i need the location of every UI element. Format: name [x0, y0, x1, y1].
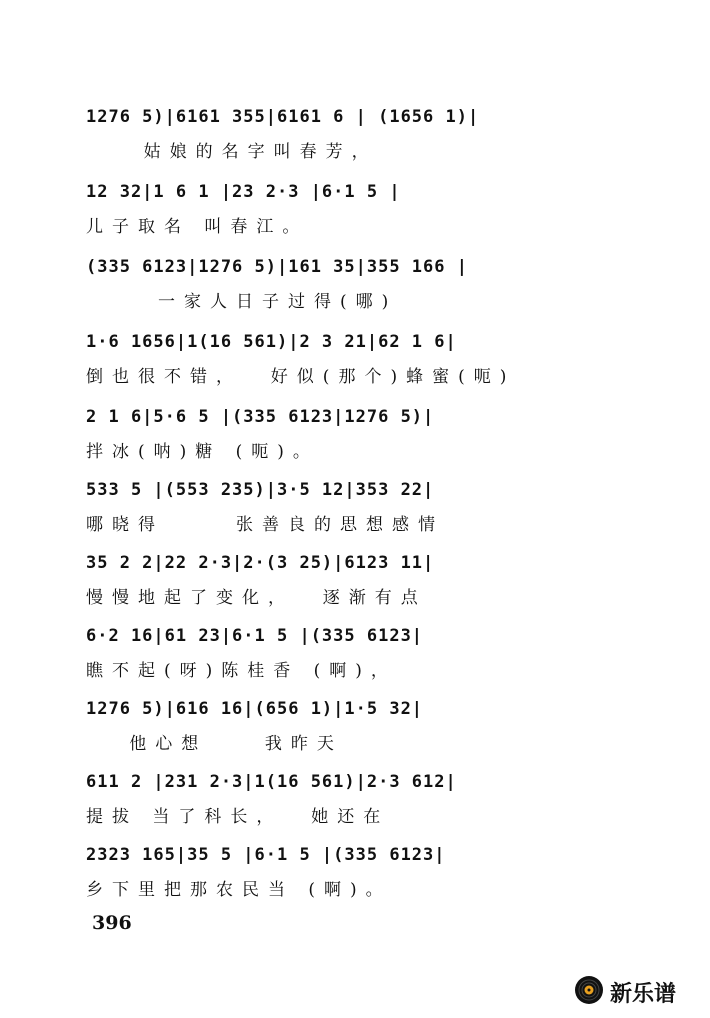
- notation-line: 1276 5)|6161 355|6161 6 | (1656 1)|: [86, 107, 480, 127]
- notation-line: 12 32|1 6 1 |23 2·3 |6·1 5 |: [86, 182, 401, 202]
- stave: [86, 247, 620, 321]
- notation-line: 35 2 2|22 2·3|2·(3 25)|6123 11|: [86, 553, 435, 573]
- lyrics-line: 他心想 我昨天: [86, 734, 343, 754]
- stave: [86, 397, 620, 471]
- lyrics-line: 一家人日子过得(哪): [86, 292, 398, 312]
- lyrics-line: 儿子取名 叫春江。: [86, 217, 309, 237]
- vinyl-record-icon: [574, 975, 604, 1009]
- page-number: 396: [92, 912, 132, 934]
- lyrics-line: 拌冰(呐)糖 (呃)。: [86, 442, 319, 462]
- stave: [86, 322, 620, 396]
- stave: [86, 616, 620, 690]
- notation-line: 1276 5)|616 16|(656 1)|1·5 32|: [86, 699, 424, 719]
- stave: [86, 97, 620, 171]
- lyrics-line: 提拔 当了科长， 她还在: [86, 807, 390, 827]
- notation-line: 611 2 |231 2·3|1(16 561)|2·3 612|: [86, 772, 457, 792]
- notation-line: 2 1 6|5·6 5 |(335 6123|1276 5)|: [86, 407, 435, 427]
- lyrics-line: 姑娘的名字叫春芳，: [86, 142, 378, 162]
- stave: [86, 835, 620, 909]
- stave: [86, 470, 620, 544]
- stave: [86, 172, 620, 246]
- watermark-text: 新乐谱: [610, 981, 677, 1007]
- lyrics-line: 哪晓得 张善良的思想感情: [86, 515, 445, 535]
- stave: [86, 689, 620, 763]
- stave: [86, 762, 620, 836]
- lyrics-line: 倒也很不错， 好似(那个)蜂蜜(呃): [86, 367, 516, 387]
- lyrics-line: 瞧不起(呀)陈桂香 (啊)，: [86, 661, 397, 681]
- notation-line: 533 5 |(553 235)|3·5 12|353 22|: [86, 480, 435, 500]
- lyrics-line: 乡下里把那农民当 (啊)。: [86, 880, 392, 900]
- notation-line: 6·2 16|61 23|6·1 5 |(335 6123|: [86, 626, 424, 646]
- notation-line: 1·6 1656|1(16 561)|2 3 21|62 1 6|: [86, 332, 457, 352]
- notation-line: 2323 165|35 5 |6·1 5 |(335 6123|: [86, 845, 446, 865]
- lyrics-line: 慢慢地起了变化， 逐渐有点: [86, 588, 427, 608]
- notation-line: (335 6123|1276 5)|161 35|355 166 |: [86, 257, 468, 277]
- watermark: [574, 972, 676, 1012]
- stave: [86, 543, 620, 617]
